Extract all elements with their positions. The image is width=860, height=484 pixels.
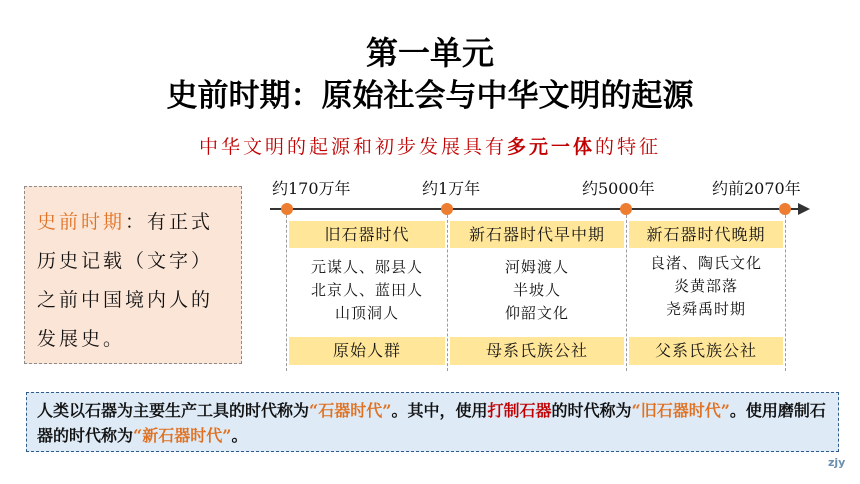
definition-term: 史前时期 <box>37 211 126 233</box>
note-highlight: “石器时代” <box>309 401 392 420</box>
note-text: 的时代称为 <box>551 401 632 420</box>
note-box <box>26 392 839 452</box>
subtitle-suffix: 的特征 <box>595 136 662 158</box>
timeline-dot-4 <box>779 203 791 215</box>
divider-1 <box>286 215 287 371</box>
subtitle-prefix: 中华文明的起源和初步发展具有 <box>198 136 507 158</box>
society-label: 原始人群 <box>289 337 445 365</box>
subtitle <box>0 132 860 159</box>
list-item: 北京人、蓝田人 <box>310 281 423 299</box>
period-items <box>450 256 624 325</box>
timeline-axis <box>270 208 800 210</box>
list-item: 半坡人 <box>512 281 561 299</box>
tick-label-2: 约1万年 <box>422 179 481 198</box>
list-item: 尧舜禹时期 <box>665 300 746 318</box>
page-title: 史前时期：原始社会与中华文明的起源 <box>166 78 694 114</box>
note-text: 。使用磨制石器的时代称为 <box>37 401 826 445</box>
tick-label-1: 约170万年 <box>272 179 351 198</box>
subtitle-emphasis: 多元一体 <box>506 136 595 158</box>
timeline-arrow-icon <box>798 203 810 215</box>
list-item: 炎黄部落 <box>673 277 738 295</box>
timeline-dot-3 <box>620 203 632 215</box>
definition-box <box>24 186 242 364</box>
list-item: 山顶洞人 <box>334 304 399 322</box>
note-text: 。 <box>231 426 248 445</box>
list-item: 河姆渡人 <box>504 258 569 276</box>
divider-2 <box>447 215 448 371</box>
unit-title: 第一单元 <box>365 34 494 72</box>
period-items <box>289 256 445 325</box>
period-name: 新石器时代晚期 <box>629 221 783 248</box>
tick-label-4: 约前2070年 <box>712 179 801 198</box>
society-label: 父系氏族公社 <box>629 337 783 365</box>
tick-label-3: 约5000年 <box>582 179 655 198</box>
definition-text: ：有正式历史记载（文字）之前中国境内人的发展史。 <box>37 211 214 350</box>
note-highlight: “旧石器时代” <box>631 401 730 420</box>
list-item: 元谋人、郧县人 <box>310 258 423 276</box>
note-highlight: 打制石器 <box>487 401 552 420</box>
period-name: 新石器时代早中期 <box>450 221 624 248</box>
signature: zjy <box>828 456 846 469</box>
period-name: 旧石器时代 <box>289 221 445 248</box>
society-label: 母系氏族公社 <box>450 337 624 365</box>
list-item: 仰韶文化 <box>504 304 569 322</box>
note-highlight: “新石器时代” <box>133 426 232 445</box>
timeline-dot-1 <box>281 203 293 215</box>
timeline-dot-2 <box>441 203 453 215</box>
note-text: 。其中，使用 <box>391 401 488 420</box>
divider-4 <box>785 215 786 371</box>
list-item: 良渚、陶氏文化 <box>649 254 762 272</box>
divider-3 <box>626 215 627 371</box>
note-text: 人类以石器为主要生产工具的时代称为 <box>37 401 310 420</box>
period-items <box>629 252 783 321</box>
